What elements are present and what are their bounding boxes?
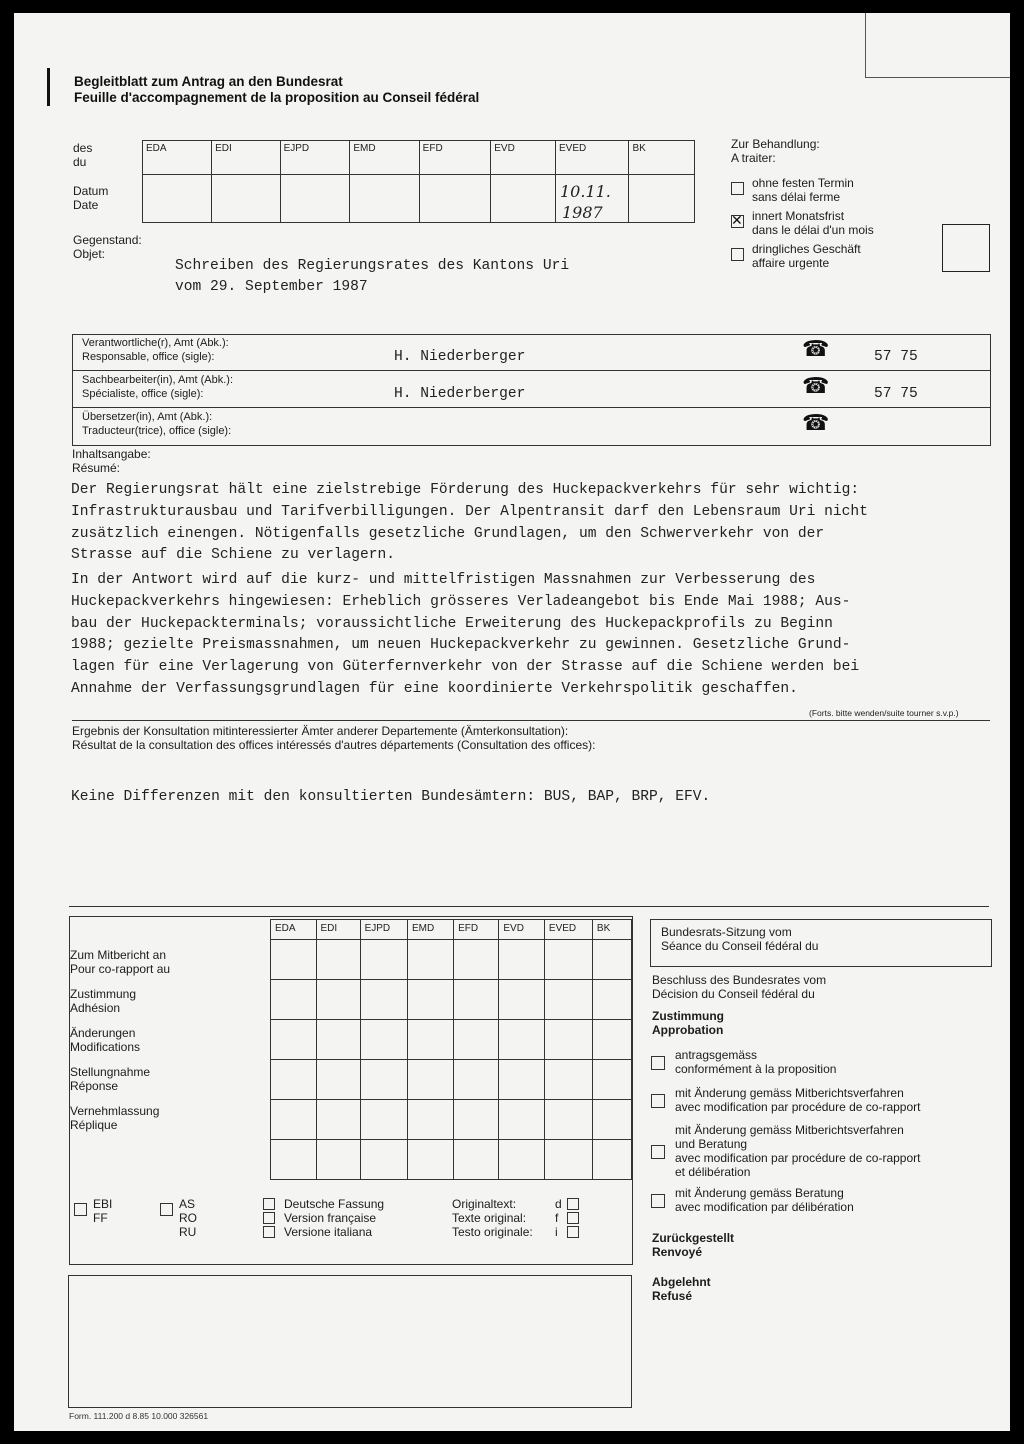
corapport-cell[interactable] <box>499 1140 545 1180</box>
corapport-row-label-fr: Réplique <box>70 1118 118 1132</box>
version-label: Version française <box>284 1211 377 1225</box>
responsible-label-fr: Responsable, office (sigle): <box>82 351 215 363</box>
dept-header-emd: EMD <box>350 141 419 175</box>
as-label: AS <box>179 1197 196 1211</box>
handwritten-date-1: 10.11. <box>560 182 611 201</box>
ebi-checkbox[interactable] <box>74 1203 87 1216</box>
corapport-cell[interactable] <box>544 980 592 1020</box>
decision-option-text: mit Änderung gemäss Beratung <box>675 1186 844 1200</box>
dept-header-eved: EVED <box>556 141 629 175</box>
corapport-cell[interactable] <box>271 1020 317 1060</box>
corner-box <box>865 13 1010 78</box>
remarks-box[interactable] <box>68 1275 632 1408</box>
treatment-heading-fr: A traiter: <box>731 151 776 165</box>
corapport-cell[interactable] <box>592 1100 631 1140</box>
original-text-code: i <box>555 1225 558 1239</box>
gegenstand-label: Gegenstand: <box>73 233 142 247</box>
responsible-name[interactable]: H. Niederberger <box>394 386 526 402</box>
corapport-row-label-fr: Pour co-rapport au <box>70 962 171 976</box>
summary-label-fr: Résumé: <box>72 461 121 475</box>
responsible-label-de: Sachbearbeiter(in), Amt (Abk.): <box>82 374 234 386</box>
form-number: Form. 111.200 d 8.85 10.000 326561 <box>69 1411 209 1421</box>
corapport-cell[interactable] <box>271 940 317 980</box>
corapport-cell[interactable] <box>454 1140 499 1180</box>
responsible-phone[interactable]: 57 75 <box>874 386 918 402</box>
dept-header-edi: EDI <box>212 141 281 175</box>
corapport-cell[interactable] <box>360 1020 407 1060</box>
treatment-option-de: dringliches Geschäft <box>752 242 861 256</box>
dept-header-evd: EVD <box>491 141 556 175</box>
version-label: Versione italiana <box>284 1225 373 1239</box>
form-page <box>14 13 1010 1431</box>
dept-date-cell-eda[interactable] <box>143 175 212 223</box>
corapport-row-label-de: Zustimmung <box>70 987 137 1001</box>
treatment-option-fr: sans délai ferme <box>752 190 841 204</box>
summary-paragraph-1: Der Regierungsrat hält eine zielstrebige Förderung des Huckepackverkehrs für sehr wichtig: Infrastrukturausbau und Tarifverbilligungen. Der Alpentransit darf den Lebensraum Uri nicht zusätzlich einengen. Nötigenfalls gesetzliche Grundlagen, um den Schwerverkehr von der Strasse auf die Schiene zu verlagern. <box>71 482 868 564</box>
objet-label: Objet: <box>73 247 106 261</box>
corapport-header-emd: EMD <box>407 920 453 940</box>
version-checkbox-1[interactable] <box>263 1212 275 1224</box>
objet-line1: Schreiben des Regierungsrates des Kantons Uri <box>175 258 570 274</box>
treatment-option-fr: dans le délai d'un mois <box>752 223 874 237</box>
corapport-cell[interactable] <box>316 1100 360 1140</box>
responsible-name[interactable]: H. Niederberger <box>394 349 526 365</box>
original-text-code: d <box>555 1197 562 1211</box>
treatment-checkbox-2[interactable] <box>731 248 744 261</box>
dept-date-cell-efd[interactable] <box>419 175 491 223</box>
corapport-cell[interactable] <box>454 940 499 980</box>
corapport-cell[interactable] <box>316 1140 360 1180</box>
original-text-label: Testo originale: <box>452 1225 533 1239</box>
corapport-header-edi: EDI <box>316 920 360 940</box>
du-label: du <box>73 155 87 169</box>
corapport-cell[interactable] <box>499 980 545 1020</box>
corapport-header-eda: EDA <box>271 920 317 940</box>
decision-checkbox-3[interactable] <box>651 1194 665 1208</box>
dept-date-cell-bk[interactable] <box>629 175 695 223</box>
returned-label-fr: Renvoyé <box>652 1245 703 1259</box>
summary-paragraph-2: In der Antwort wird auf die kurz- und mittelfristigen Massnahmen zur Verbesserung des Huckepackverkehrs hingewiesen: Erheblich grösseres Verladeangebot bis Ende Mai 1988; Aus- bau der Huckepackterminals; voraussichtliche Erweiterung des Huckepackprofils zu Beginn 1988; gezielte Preismassnahmen, um neuen Huckepackverkehr zu gewinnen. Gesetzliche Grund- lagen für eine Verlagerung von Güterfernverkehr von der Strasse auf die Schiene werden bei Annahme der Verfassungsgrundlagen für eine koordinierte Verkehrspolitik geschaffen. <box>71 572 860 697</box>
original-text-checkbox-2[interactable] <box>567 1226 579 1238</box>
corapport-header-eved: EVED <box>544 920 592 940</box>
ro-label: RO <box>179 1211 197 1225</box>
corapport-cell[interactable] <box>271 1060 317 1100</box>
corapport-cell[interactable] <box>360 1100 407 1140</box>
section-divider <box>69 906 989 907</box>
dept-date-cell-edi[interactable] <box>212 175 281 223</box>
corapport-cell[interactable] <box>407 1060 453 1100</box>
date-label: Date <box>73 198 99 212</box>
session-label-de: Bundesrats-Sitzung vom <box>661 925 792 939</box>
corapport-cell[interactable] <box>592 980 631 1020</box>
corapport-cell[interactable] <box>454 1020 499 1060</box>
corapport-cell[interactable] <box>360 1060 407 1100</box>
objet-line2: vom 29. September 1987 <box>175 279 368 295</box>
continued-note: (Forts. bitte wenden/suite tourner s.v.p.) <box>809 708 959 718</box>
treatment-checkbox-1[interactable] <box>731 215 744 228</box>
responsible-label-de: Übersetzer(in), Amt (Abk.): <box>82 411 213 423</box>
corapport-cell[interactable] <box>499 1100 545 1140</box>
decision-option-text: avec modification par procédure de co-rapport <box>675 1100 921 1114</box>
corapport-cell[interactable] <box>499 1020 545 1060</box>
corapport-cell[interactable] <box>360 1140 407 1180</box>
original-text-label: Originaltext: <box>452 1197 517 1211</box>
corapport-cell[interactable] <box>454 1100 499 1140</box>
stamp-box <box>942 224 990 272</box>
corapport-cell[interactable] <box>592 1060 631 1100</box>
decision-option-text: und Beratung <box>675 1137 748 1151</box>
dept-header-ejpd: EJPD <box>280 141 350 175</box>
decision-option-text: mit Änderung gemäss Mitberichtsverfahren <box>675 1086 904 1100</box>
treatment-option-de: innert Monatsfrist <box>752 209 845 223</box>
dept-date-cell-evd[interactable] <box>491 175 556 223</box>
original-text-checkbox-0[interactable] <box>567 1198 579 1210</box>
corapport-cell[interactable] <box>316 980 360 1020</box>
corapport-cell[interactable] <box>592 940 631 980</box>
corapport-cell[interactable] <box>544 940 592 980</box>
approve-label-de: Zustimmung <box>652 1009 724 1023</box>
corapport-cell[interactable] <box>271 980 317 1020</box>
corapport-cell[interactable] <box>316 1060 360 1100</box>
returned-label-de: Zurückgestellt <box>652 1231 735 1245</box>
original-text-checkbox-1[interactable] <box>567 1212 579 1224</box>
corapport-cell[interactable] <box>544 1140 592 1180</box>
title-fr: Feuille d'accompagnement de la proposition au Conseil fédéral <box>74 90 480 105</box>
corapport-cell[interactable] <box>360 980 407 1020</box>
corapport-cell[interactable] <box>271 1100 317 1140</box>
corapport-cell[interactable] <box>360 940 407 980</box>
responsible-phone[interactable]: 57 75 <box>874 349 918 365</box>
responsible-label-fr: Spécialiste, office (sigle): <box>82 388 204 400</box>
corapport-cell[interactable] <box>316 1020 360 1060</box>
handwritten-date-2: 1987 <box>562 203 603 222</box>
original-text-code: f <box>555 1211 559 1225</box>
corapport-cell[interactable] <box>407 980 453 1020</box>
corapport-cell[interactable] <box>544 1100 592 1140</box>
corapport-cell[interactable] <box>592 1140 631 1180</box>
summary-label-de: Inhaltsangabe: <box>72 447 151 461</box>
decision-checkbox-1[interactable] <box>651 1094 665 1108</box>
consultation-label-fr: Résultat de la consultation des offices intéressés d'autres départements (Consultation des offices): <box>72 738 596 752</box>
corapport-cell[interactable] <box>407 1100 453 1140</box>
corapport-row-label-fr: Réponse <box>70 1079 119 1093</box>
decision-option-text: et délibération <box>675 1165 751 1179</box>
decision-option-text: avec modification par procédure de co-rapport <box>675 1151 921 1165</box>
ff-label: FF <box>93 1211 108 1225</box>
session-label-fr: Séance du Conseil fédéral du <box>661 939 819 953</box>
dept-date-cell-ejpd[interactable] <box>280 175 350 223</box>
corapport-cell[interactable] <box>316 940 360 980</box>
corapport-header-efd: EFD <box>454 920 499 940</box>
treatment-option-fr: affaire urgente <box>752 256 830 270</box>
corapport-row-label-de: Änderungen <box>70 1026 136 1040</box>
title-de: Begleitblatt zum Antrag an den Bundesrat <box>74 74 343 89</box>
corapport-cell[interactable] <box>407 940 453 980</box>
treatment-checkbox-0[interactable] <box>731 182 744 195</box>
datum-label: Datum <box>73 184 109 198</box>
consultation-label-de: Ergebnis der Konsultation mitinteressierter Ämter anderer Departemente (Ämterkonsultation): <box>72 724 569 738</box>
margin-mark <box>47 68 50 106</box>
original-text-label: Texte original: <box>452 1211 527 1225</box>
corapport-cell[interactable] <box>544 1020 592 1060</box>
corapport-row-label-de: Stellungnahme <box>70 1065 151 1079</box>
decision-option-text: mit Änderung gemäss Mitberichtsverfahren <box>675 1123 904 1137</box>
dept-header-eda: EDA <box>143 141 212 175</box>
version-checkbox-2[interactable] <box>263 1226 275 1238</box>
department-date-table <box>142 140 695 223</box>
corapport-row-label-de: Vernehmlassung <box>70 1104 160 1118</box>
responsible-label-de: Verantwortliche(r), Amt (Abk.): <box>82 337 229 349</box>
version-label: Deutsche Fassung <box>284 1197 385 1211</box>
decision-option-text: conformément à la proposition <box>675 1062 837 1076</box>
corapport-header-evd: EVD <box>499 920 545 940</box>
corapport-cell[interactable] <box>271 1140 317 1180</box>
corapport-cell[interactable] <box>499 1060 545 1100</box>
as-checkbox[interactable] <box>160 1203 173 1216</box>
telephone-icon: ☎ <box>802 410 830 435</box>
dept-header-bk: BK <box>629 141 695 175</box>
beschluss-label-de: Beschluss des Bundesrates vom <box>652 973 827 987</box>
treatment-option-de: ohne festen Termin <box>752 176 854 190</box>
decision-checkbox-0[interactable] <box>651 1056 665 1070</box>
ebi-label: EBI <box>93 1197 113 1211</box>
divider <box>72 720 990 721</box>
corapport-cell[interactable] <box>454 1060 499 1100</box>
corapport-cell[interactable] <box>407 1140 453 1180</box>
approve-label-fr: Approbation <box>652 1023 724 1037</box>
corapport-cell[interactable] <box>454 980 499 1020</box>
co-report-table <box>270 919 632 1180</box>
des-label: des <box>73 141 93 155</box>
rejected-label-de: Abgelehnt <box>652 1275 711 1289</box>
responsible-label-fr: Traducteur(trice), office (sigle): <box>82 425 232 437</box>
ru-label: RU <box>179 1225 197 1239</box>
decision-option-text: antragsgemäss <box>675 1048 758 1062</box>
rejected-label-fr: Refusé <box>652 1289 693 1303</box>
treatment-heading-de: Zur Behandlung: <box>731 137 820 151</box>
corapport-cell[interactable] <box>592 1020 631 1060</box>
dept-date-cell-emd[interactable] <box>350 175 419 223</box>
corapport-row-label-de: Zum Mitbericht an <box>70 948 167 962</box>
corapport-row-label-fr: Modifications <box>70 1040 141 1054</box>
corapport-header-bk: BK <box>592 920 631 940</box>
corapport-header-ejpd: EJPD <box>360 920 407 940</box>
corapport-cell[interactable] <box>499 940 545 980</box>
corapport-cell[interactable] <box>544 1060 592 1100</box>
telephone-icon: ☎ <box>802 336 830 361</box>
telephone-icon: ☎ <box>802 373 830 398</box>
corapport-cell[interactable] <box>407 1020 453 1060</box>
decision-checkbox-2[interactable] <box>651 1145 665 1159</box>
dept-header-efd: EFD <box>419 141 491 175</box>
corapport-row-label-fr: Adhésion <box>70 1001 121 1015</box>
decision-option-text: avec modification par délibération <box>675 1200 854 1214</box>
version-checkbox-0[interactable] <box>263 1198 275 1210</box>
consultation-text: Keine Differenzen mit den konsultierten Bundesämtern: BUS, BAP, BRP, EFV. <box>71 789 711 805</box>
beschluss-label-fr: Décision du Conseil fédéral du <box>652 987 815 1001</box>
